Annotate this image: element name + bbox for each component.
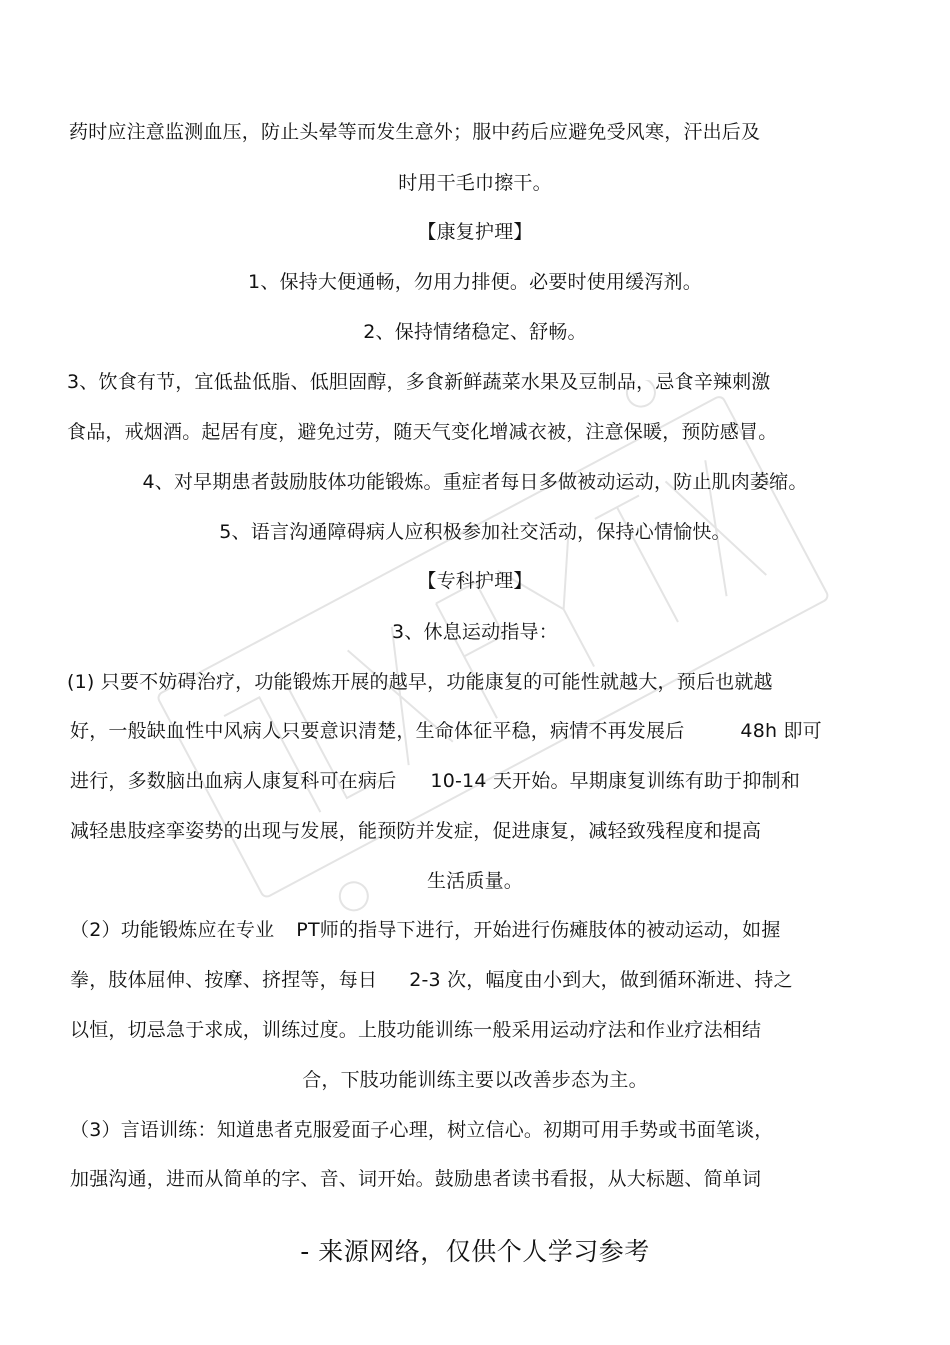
text-line: (1) 只要不妨碍治疗，功能锻炼开展的越早，功能康复的可能性就越大，预后也就越: [67, 671, 773, 693]
page-footer: - 来源网络，仅供个人学习参考: [300, 1237, 650, 1266]
text-segment: （2）功能锻炼应在专业: [70, 919, 275, 941]
text-line: 3、饮食有节，宜低盐低脂、低胆固醇，多食新鲜蔬菜水果及豆制品，忌食辛辣刺激: [67, 371, 771, 393]
text-line: [70, 719, 822, 743]
text-line: 加强沟通，进而从简单的字、音、词开始。鼓励患者读书看报，从大标题、简单词: [70, 1168, 762, 1190]
text-line: 2、保持情绪稳定、舒畅。: [363, 321, 587, 343]
text-line: 食品，戒烟酒。起居有度，避免过劳，随天气变化增减衣被，注意保暖，预防感冒。: [67, 421, 778, 443]
section-heading: 【专科护理】: [417, 570, 533, 592]
text-line: 减轻患肢痉挛姿势的出现与发展，能预防并发症，促进康复，减轻致残程度和提高: [70, 820, 762, 842]
text-line: 5、语言沟通障碍病人应积极参加社交活动，保持心情愉快。: [219, 521, 731, 543]
text-line: （3）言语训练：知道患者克服爱面子心理，树立信心。初期可用手势或书面笔谈，: [70, 1119, 774, 1141]
text-line: 药时应注意监测血压，防止头晕等而发生意外；服中药后应避免受风寒，汗出后及: [69, 121, 761, 143]
subsection-heading: 3、休息运动指导：: [392, 621, 558, 643]
text-segment: PT师的指导下进行，开始进行伤瘫肢体的被动运动，如握: [296, 919, 781, 941]
text-line: 4、对早期患者鼓励肢体功能锻炼。重症者每日多做被动运动，防止肌肉萎缩。: [142, 471, 808, 493]
text-line: 时用干毛巾擦干。: [398, 172, 552, 194]
text-line: 1、保持大便通畅，勿用力排便。必要时使用缓泻剂。: [248, 271, 702, 293]
text-line: 以恒，切忌急于求成，训练过度。上肢功能训练一般采用运动疗法和作业疗法相结: [70, 1019, 762, 1041]
text-segment: 48h 即可: [740, 720, 822, 742]
text-line: [70, 968, 793, 992]
text-line: 生活质量。: [426, 870, 523, 892]
text-line: 合，下肢功能训练主要以改善步态为主。: [302, 1069, 648, 1091]
text-line: [70, 769, 800, 793]
section-heading: 【康复护理】: [417, 221, 533, 243]
text-line: [70, 918, 781, 942]
text-segment: 好，一般缺血性中风病人只要意识清楚，生命体征平稳，病情不再发展后: [70, 720, 685, 742]
text-segment: 10-14 天开始。早期康复训练有助于抑制和: [430, 770, 801, 792]
watermark-stamp: [140, 380, 860, 940]
text-segment: 进行，多数脑出血病人康复科可在病后: [70, 770, 397, 792]
text-segment: 拳，肢体屈伸、按摩、挤捏等，每日: [70, 969, 378, 991]
text-segment: 2-3 次，幅度由小到大，做到循环渐进、持之: [409, 969, 793, 991]
